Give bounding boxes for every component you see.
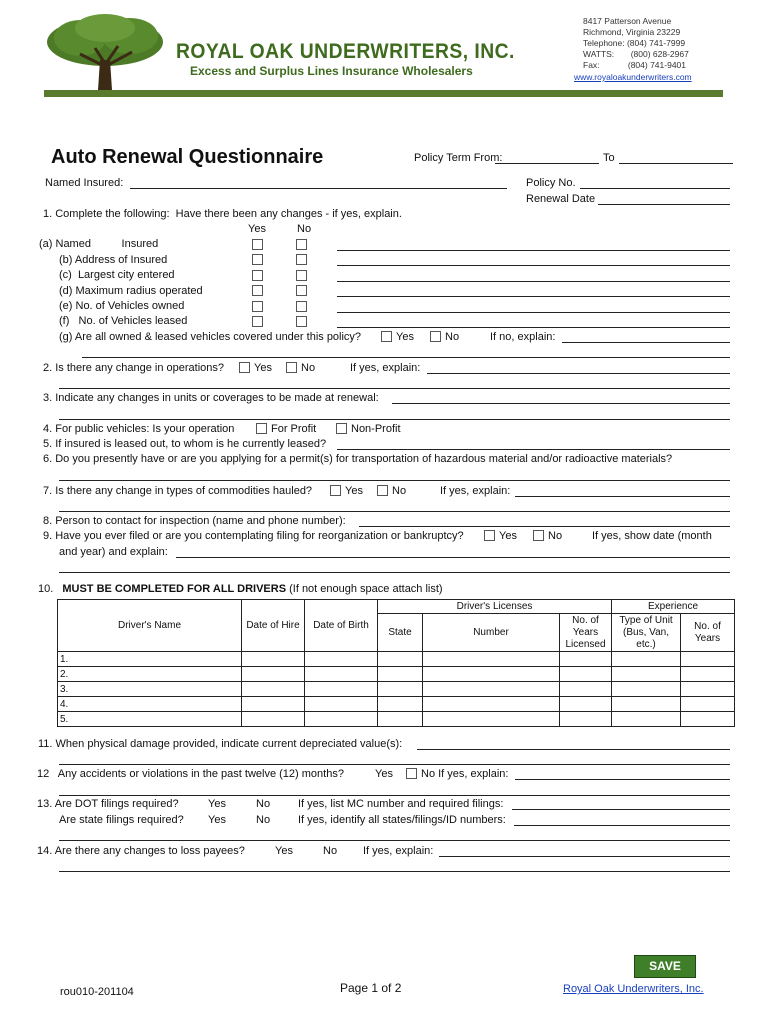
non-profit-label: Non-Profit bbox=[351, 423, 401, 435]
q1a-explain-field[interactable] bbox=[337, 250, 730, 251]
question-12: 12 Any accidents or violations in the past twelve (12) months? bbox=[37, 768, 344, 780]
q13-list-field[interactable] bbox=[512, 809, 730, 810]
table-cell[interactable] bbox=[305, 667, 378, 682]
state-header: State bbox=[378, 614, 423, 652]
q13b-list-field[interactable] bbox=[514, 825, 730, 826]
type-of-unit-header: Type of Unit (Bus, Van, etc.) bbox=[612, 614, 681, 652]
q2-explain-field-2[interactable] bbox=[59, 388, 730, 389]
question-7: 7. Is there any change in types of commodities hauled? bbox=[43, 485, 313, 497]
q7-if-yes-label: If yes, explain: bbox=[440, 485, 511, 497]
q11-field-2[interactable] bbox=[59, 764, 730, 765]
table-cell[interactable] bbox=[560, 667, 612, 682]
policy-no-field[interactable] bbox=[580, 188, 730, 189]
q3-field-2[interactable] bbox=[59, 419, 730, 420]
telephone: Telephone: (804) 741-7999 bbox=[583, 38, 686, 48]
q7-yes-label: Yes bbox=[345, 485, 363, 497]
q9-continued-label: and year) and explain: bbox=[59, 546, 168, 558]
q14-explain-field[interactable] bbox=[439, 856, 730, 857]
q13-yes-label: Yes bbox=[208, 798, 226, 810]
q1c-explain-field[interactable] bbox=[337, 281, 730, 282]
q10-bold-text: MUST BE COMPLETED FOR ALL DRIVERS bbox=[62, 583, 287, 595]
question-3: 3. Indicate any changes in units or coverages to be made at renewal: bbox=[43, 392, 379, 404]
website-link[interactable]: www.royaloakunderwriters.com bbox=[574, 72, 692, 82]
date-of-birth-header: Date of Birth bbox=[305, 600, 378, 652]
q1a-yes-checkbox[interactable] bbox=[252, 239, 263, 250]
table-cell[interactable] bbox=[560, 712, 612, 727]
header-rule bbox=[44, 90, 723, 97]
q11-field[interactable] bbox=[417, 749, 730, 750]
q13b-no-label: No bbox=[256, 814, 271, 826]
q13-list-label: If yes, list MC number and required filings: bbox=[298, 798, 504, 810]
table-cell[interactable] bbox=[242, 697, 305, 712]
q9-yes-label: Yes bbox=[499, 530, 517, 542]
q1d-yes-checkbox[interactable] bbox=[252, 285, 263, 296]
q1-item-d: (d) Maximum radius operated bbox=[59, 285, 203, 297]
q12-no-checkbox[interactable] bbox=[406, 768, 417, 779]
question-11: 11. When physical damage provided, indicate current depreciated value(s): bbox=[38, 738, 403, 750]
q12-explain-field[interactable] bbox=[515, 779, 730, 780]
table-cell[interactable] bbox=[378, 697, 423, 712]
q1g-explain-field-2[interactable] bbox=[82, 357, 730, 358]
table-cell[interactable] bbox=[378, 652, 423, 667]
q1a-no-checkbox[interactable] bbox=[296, 239, 307, 250]
q1-item-e: (e) No. of Vehicles owned bbox=[59, 300, 185, 312]
address-line-2: Richmond, Virginia 23229 bbox=[583, 27, 681, 37]
table-cell[interactable] bbox=[423, 712, 560, 727]
q10-note: (If not enough space attach list) bbox=[289, 583, 443, 595]
q13b-list-label: If yes, identify all states/filings/ID numbers: bbox=[298, 814, 506, 826]
table-cell[interactable] bbox=[612, 697, 681, 712]
q9-explain-field[interactable] bbox=[176, 557, 730, 558]
table-cell[interactable] bbox=[378, 682, 423, 697]
q1e-explain-field[interactable] bbox=[337, 312, 730, 313]
policy-no-label: Policy No. bbox=[526, 177, 576, 189]
q14-yes-label: Yes bbox=[275, 845, 293, 857]
watts-number: WATTS: (800) 628-2967 bbox=[583, 49, 689, 59]
renewal-date-label: Renewal Date bbox=[526, 193, 596, 205]
q13-no-label: No bbox=[256, 798, 271, 810]
q13b-yes-label: Yes bbox=[208, 814, 226, 826]
for-profit-checkbox[interactable] bbox=[256, 423, 267, 434]
q1e-no-checkbox[interactable] bbox=[296, 301, 307, 312]
q2-explain-field[interactable] bbox=[427, 373, 730, 374]
question-10 bbox=[38, 583, 443, 595]
question-13b: Are state filings required? bbox=[59, 814, 184, 826]
row-number[interactable]: 3. bbox=[58, 682, 242, 697]
q1g-no-label: No bbox=[445, 331, 460, 343]
table-cell[interactable] bbox=[681, 652, 735, 667]
q14-explain-field-2[interactable] bbox=[59, 871, 730, 872]
table-cell[interactable] bbox=[423, 682, 560, 697]
page-number: Page 1 of 2 bbox=[340, 981, 402, 995]
q1-item-f: (f) No. of Vehicles leased bbox=[59, 315, 188, 327]
date-of-hire-header: Date of Hire bbox=[242, 600, 305, 652]
q1g-if-no-label: If no, explain: bbox=[490, 331, 556, 343]
question-1: 1. Complete the following: Have there been any changes - if yes, explain. bbox=[43, 208, 402, 220]
q6-field[interactable] bbox=[59, 480, 730, 481]
form-title: Auto Renewal Questionnaire bbox=[51, 146, 324, 168]
question-8: 8. Person to contact for inspection (name and phone number): bbox=[43, 515, 346, 527]
q7-explain-field[interactable] bbox=[515, 496, 730, 497]
table-cell[interactable] bbox=[681, 667, 735, 682]
table-cell[interactable] bbox=[305, 697, 378, 712]
oak-tree-logo bbox=[40, 10, 170, 98]
q2-yes-label: Yes bbox=[254, 362, 272, 374]
company-tagline: Excess and Surplus Lines Insurance Wholesalers bbox=[190, 64, 473, 78]
q3-field[interactable] bbox=[392, 403, 730, 404]
q9-explain-field-2[interactable] bbox=[59, 572, 730, 573]
q1-item-c: (c) Largest city entered bbox=[59, 269, 175, 281]
table-cell[interactable] bbox=[560, 652, 612, 667]
row-number[interactable]: 2. bbox=[58, 667, 242, 682]
table-cell[interactable] bbox=[560, 697, 612, 712]
q13b-list-field-2[interactable] bbox=[59, 840, 730, 841]
table-row bbox=[58, 712, 735, 727]
q1d-no-checkbox[interactable] bbox=[296, 285, 307, 296]
table-cell[interactable] bbox=[305, 712, 378, 727]
experience-header: Experience bbox=[612, 600, 735, 614]
question-4: 4. For public vehicles: Is your operation bbox=[43, 423, 235, 435]
table-cell[interactable] bbox=[612, 652, 681, 667]
table-cell[interactable] bbox=[242, 682, 305, 697]
table-row bbox=[58, 667, 735, 682]
q1e-yes-checkbox[interactable] bbox=[252, 301, 263, 312]
named-insured-label: Named Insured: bbox=[45, 177, 124, 189]
q1c-yes-checkbox[interactable] bbox=[252, 270, 263, 281]
q9-no-checkbox[interactable] bbox=[533, 530, 544, 541]
table-row bbox=[58, 682, 735, 697]
table-cell[interactable] bbox=[612, 667, 681, 682]
q10-number: 10. bbox=[38, 583, 54, 595]
drivers-name-header: Driver's Name bbox=[58, 600, 242, 652]
q7-no-checkbox[interactable] bbox=[377, 485, 388, 496]
footer-company-link[interactable]: Royal Oak Underwriters, Inc. bbox=[563, 983, 704, 995]
q7-no-label: No bbox=[392, 485, 407, 497]
q12-yes-label: Yes bbox=[375, 768, 393, 780]
q1-item-a: (a) Named Insured bbox=[39, 238, 159, 250]
q1c-no-checkbox[interactable] bbox=[296, 270, 307, 281]
q1f-yes-checkbox[interactable] bbox=[252, 316, 263, 327]
question-13: 13. Are DOT filings required? bbox=[37, 798, 179, 810]
table-cell[interactable] bbox=[242, 652, 305, 667]
question-9: 9. Have you ever filed or are you contemplating filing for reorganization or bankruptcy? bbox=[43, 530, 464, 542]
q9-show-date-label: If yes, show date (month bbox=[592, 530, 712, 542]
q2-no-checkbox[interactable] bbox=[286, 362, 297, 373]
q12-no-explain-label: No If yes, explain: bbox=[421, 768, 509, 780]
q7-yes-checkbox[interactable] bbox=[330, 485, 341, 496]
table-row bbox=[58, 652, 735, 667]
table-cell[interactable] bbox=[612, 712, 681, 727]
table-cell[interactable] bbox=[423, 697, 560, 712]
table-cell[interactable] bbox=[242, 667, 305, 682]
drivers-licenses-header: Driver's Licenses bbox=[378, 600, 612, 614]
form-code: rou010-201104 bbox=[60, 986, 134, 998]
q1g-no-checkbox[interactable] bbox=[430, 331, 441, 342]
q1f-no-checkbox[interactable] bbox=[296, 316, 307, 327]
fax-number: Fax: (804) 741-9401 bbox=[583, 60, 686, 70]
row-number[interactable]: 5. bbox=[58, 712, 242, 727]
question-2: 2. Is there any change in operations? bbox=[43, 362, 225, 374]
save-button[interactable]: SAVE bbox=[634, 955, 696, 978]
company-name: ROYAL OAK UNDERWRITERS, INC. bbox=[176, 40, 515, 63]
q8-field[interactable] bbox=[359, 526, 730, 527]
table-cell[interactable] bbox=[423, 652, 560, 667]
q5-field[interactable] bbox=[337, 449, 730, 450]
q9-yes-checkbox[interactable] bbox=[484, 530, 495, 541]
named-insured-field[interactable] bbox=[130, 188, 507, 189]
q14-no-label: No bbox=[323, 845, 338, 857]
q9-no-label: No bbox=[548, 530, 563, 542]
table-cell[interactable] bbox=[378, 712, 423, 727]
no-of-years-header: No. of Years bbox=[681, 614, 735, 652]
yes-column-header: Yes bbox=[248, 223, 266, 235]
policy-term-from-label: Policy Term From: bbox=[414, 152, 503, 164]
q14-if-yes-label: If yes, explain: bbox=[363, 845, 434, 857]
table-cell[interactable] bbox=[681, 697, 735, 712]
q1b-yes-checkbox[interactable] bbox=[252, 254, 263, 265]
address-line-1: 8417 Patterson Avenue bbox=[583, 16, 672, 26]
policy-term-to-field[interactable] bbox=[619, 163, 733, 164]
question-14: 14. Are there any changes to loss payees? bbox=[37, 845, 245, 857]
table-row bbox=[58, 697, 735, 712]
for-profit-label: For Profit bbox=[271, 423, 317, 435]
non-profit-checkbox[interactable] bbox=[336, 423, 347, 434]
question-5: 5. If insured is leased out, to whom is he currently leased? bbox=[43, 438, 327, 450]
q2-no-label: No bbox=[301, 362, 316, 374]
table-cell[interactable] bbox=[305, 652, 378, 667]
row-number[interactable]: 4. bbox=[58, 697, 242, 712]
row-number[interactable]: 1. bbox=[58, 652, 242, 667]
q1g-yes-checkbox[interactable] bbox=[381, 331, 392, 342]
q1d-explain-field[interactable] bbox=[337, 296, 730, 297]
policy-term-to-label: To bbox=[603, 152, 615, 164]
table-cell[interactable] bbox=[560, 682, 612, 697]
no-column-header: No bbox=[297, 223, 312, 235]
q1g-label: (g) Are all owned & leased vehicles covered under this policy? bbox=[59, 331, 362, 343]
question-6: 6. Do you presently have or are you applying for a permit(s) for transportation of hazardous material and/or radioactive materials? bbox=[43, 453, 673, 465]
drivers-table bbox=[57, 599, 735, 727]
years-licensed-header: No. of Years Licensed bbox=[560, 614, 612, 652]
table-cell[interactable] bbox=[423, 667, 560, 682]
table-cell[interactable] bbox=[242, 712, 305, 727]
table-cell[interactable] bbox=[681, 682, 735, 697]
renewal-date-field[interactable] bbox=[598, 204, 730, 205]
q2-yes-checkbox[interactable] bbox=[239, 362, 250, 373]
q7-explain-field-2[interactable] bbox=[59, 511, 730, 512]
q1g-explain-field[interactable] bbox=[562, 342, 730, 343]
table-cell[interactable] bbox=[681, 712, 735, 727]
table-cell[interactable] bbox=[378, 667, 423, 682]
table-cell[interactable] bbox=[612, 682, 681, 697]
policy-term-from-field[interactable] bbox=[495, 163, 599, 164]
q12-explain-field-2[interactable] bbox=[59, 795, 730, 796]
number-header: Number bbox=[423, 614, 560, 652]
q2-if-yes-label: If yes, explain: bbox=[350, 362, 421, 374]
table-cell[interactable] bbox=[305, 682, 378, 697]
q1-item-b: (b) Address of Insured bbox=[59, 254, 168, 266]
q1f-explain-field[interactable] bbox=[337, 327, 730, 328]
q1b-no-checkbox[interactable] bbox=[296, 254, 307, 265]
q1b-explain-field[interactable] bbox=[337, 265, 730, 266]
q1g-yes-label: Yes bbox=[396, 331, 414, 343]
